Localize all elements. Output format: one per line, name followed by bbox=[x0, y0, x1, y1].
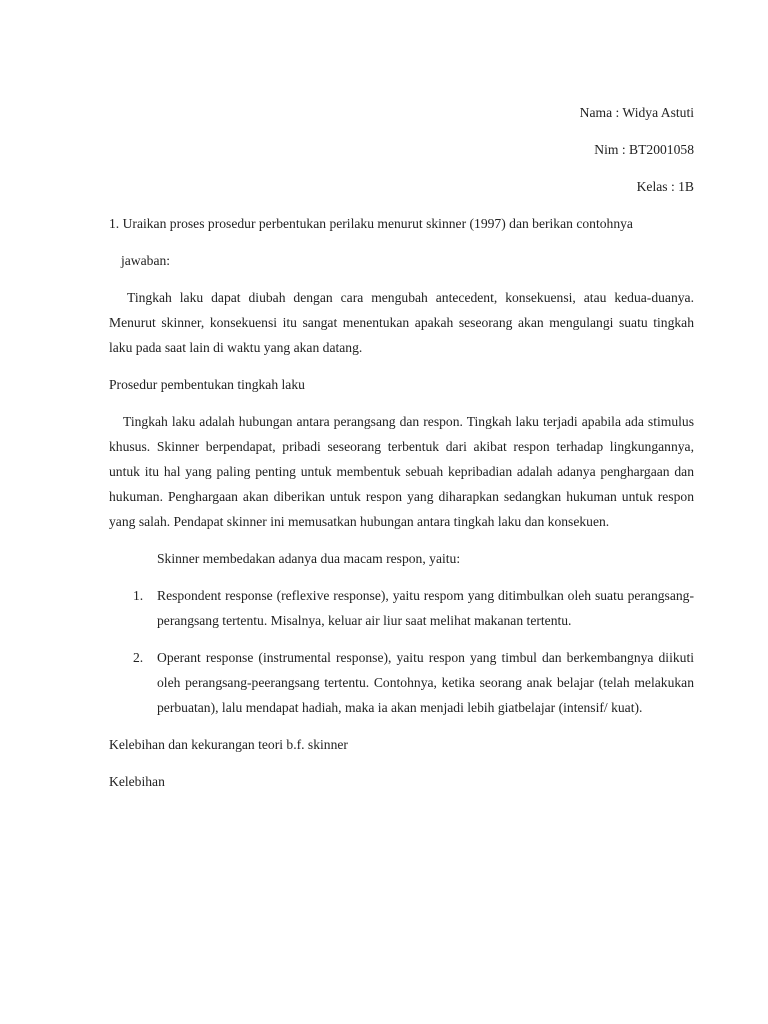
list-item-number: 1. bbox=[133, 588, 144, 603]
list-item bbox=[109, 645, 694, 720]
response-list bbox=[109, 583, 694, 720]
student-class-line: Kelas : 1B bbox=[636, 179, 694, 194]
section-title-procedure: Prosedur pembentukan tingkah laku bbox=[109, 377, 305, 392]
subsection-title-advantages: Kelebihan bbox=[109, 774, 165, 789]
section-title-pros-cons: Kelebihan dan kekurangan teori b.f. skinner bbox=[109, 737, 348, 752]
student-name-line: Nama : Widya Astuti bbox=[579, 105, 694, 120]
list-item-number: 2. bbox=[133, 650, 144, 665]
answer-paragraph-2: Tingkah laku adalah hubungan antara perangsang dan respon. Tingkah laku terjadi apabila ada stimulus khusus. Skinner berpendapat, pribadi seseorang terbentuk dari akibat respon terhadap lingkungannya, untuk itu hal yang paling penting untuk membentuk sebuah kepribadian adalah adanya penghargaan dan hukuman. Penghargaan akan diberikan untuk respon yang diharapkan sedangkan hukuman untuk respon yang salah. Pendapat skinner ini memusatkan hubungan antara tingkah laku dan konsekuen. bbox=[109, 414, 694, 529]
answer-paragraph-1: Tingkah laku dapat diubah dengan cara mengubah antecedent, konsekuensi, atau kedua-duanya. Menurut skinner, konsekuensi itu sangat menentukan apakah seseorang akan mengulangi suatu tingkah laku pada saat lain di waktu yang akan datang. bbox=[109, 290, 694, 355]
list-item-text: Operant response (instrumental response), yaitu respon yang timbul dan berkembangnya diikuti oleh perangsang-peerangsang tertentu. Contohnya, ketika seorang anak belajar (telah melakukan perbuatan), lalu mendapat hadiah, maka ia akan menjadi lebih giatbelajar (intensif/ kuat). bbox=[157, 650, 694, 715]
student-nim-line: Nim : BT2001058 bbox=[594, 142, 694, 157]
list-item-text: Respondent response (reflexive response), yaitu respom yang ditimbulkan oleh suatu perangsang-perangsang tertentu. Misalnya, keluar air liur saat melihat makanan tertentu. bbox=[157, 588, 694, 628]
document-body bbox=[109, 100, 694, 794]
response-list-intro: Skinner membedakan adanya dua macam respon, yaitu: bbox=[157, 551, 461, 566]
question-1: 1. Uraikan proses prosedur perbentukan perilaku menurut skinner (1997) dan berikan contohnya bbox=[109, 216, 633, 231]
list-item bbox=[109, 583, 694, 633]
answer-label: jawaban: bbox=[121, 253, 171, 268]
